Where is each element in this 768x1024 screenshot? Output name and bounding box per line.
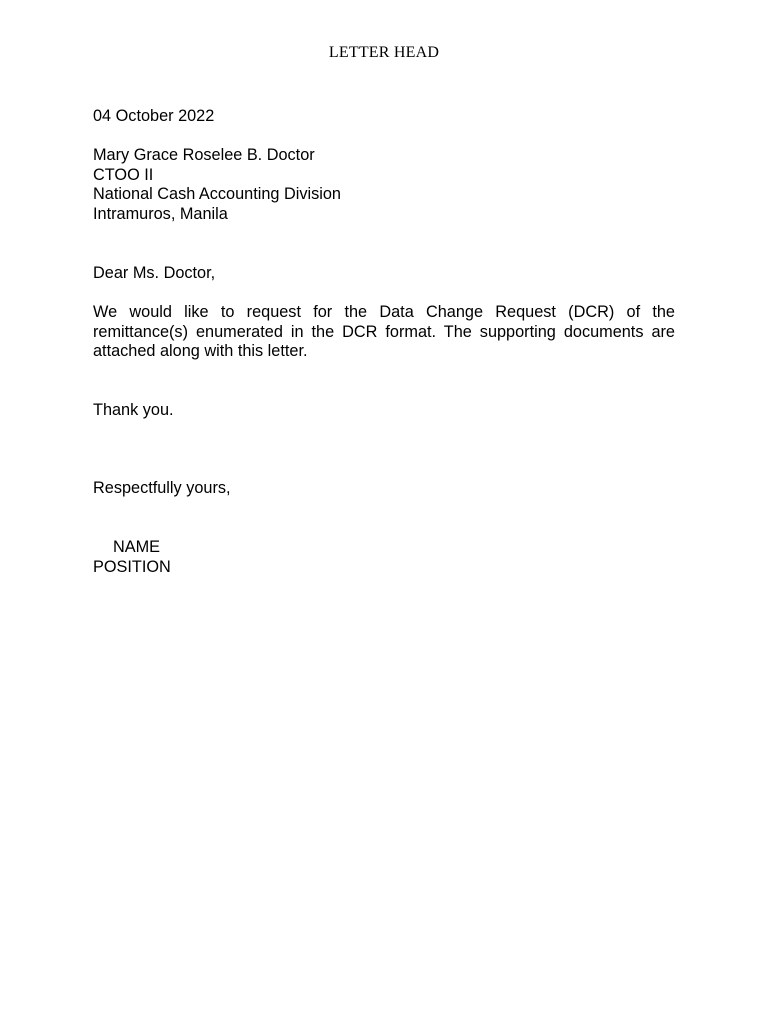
recipient-name: Mary Grace Roselee B. Doctor bbox=[93, 146, 315, 164]
closing-line: Respectfully yours, bbox=[93, 479, 231, 497]
recipient-position: CTOO II bbox=[93, 165, 154, 184]
letter-date: 04 October 2022 bbox=[93, 107, 215, 125]
salutation: Dear Ms. Doctor, bbox=[93, 264, 216, 282]
recipient-address: Intramuros, Manila bbox=[93, 204, 228, 223]
body-paragraph: We would like to request for the Data Change Request (DCR) of the remittance(s) enumerated in the DCR format. The supporting documents are attached along with this letter. bbox=[93, 303, 675, 361]
signature-name: NAME bbox=[113, 538, 161, 556]
signature-block bbox=[93, 538, 675, 577]
recipient-division: National Cash Accounting Division bbox=[93, 185, 341, 204]
letter-head: LETTER HEAD bbox=[328, 44, 440, 61]
signature-position: POSITION bbox=[93, 557, 171, 576]
thanks-line: Thank you. bbox=[93, 401, 174, 419]
recipient-block bbox=[93, 146, 675, 224]
